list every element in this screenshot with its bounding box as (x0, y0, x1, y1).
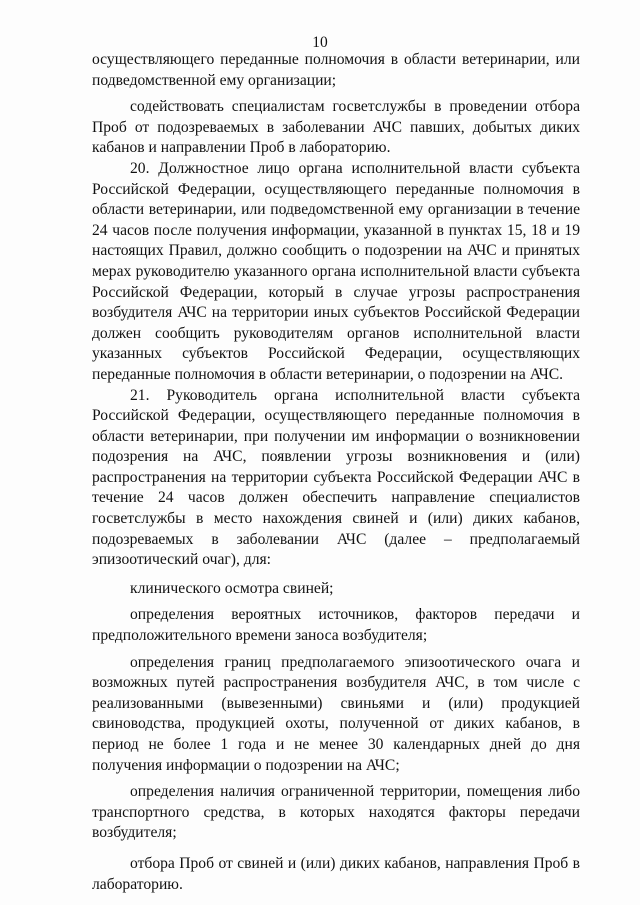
paragraph-sampling: отбора Проб от свиней и (или) диких кабанов, направления Проб в лабораторию. (92, 854, 580, 893)
paragraph-continuation: осуществляющего переданные полномочия в области ветеринарии, или подведомственной ему организации; (92, 51, 580, 89)
paragraph-item-21: 21. Руководитель органа исполнительной власти субъекта Российской Федерации, осуществляющего переданные полномочия в области ветеринарии, при получении им информации о возникновении подозрения на АЧС, появлении угрозы возникновения и (или) распространения на территории субъекта Российской Федерации АЧС в течение 24 часов должен обеспечить направление специалистов госветслужбы в место нахождения свиней и (или) диких кабанов, подозреваемых в заболевании АЧС (далее – предполагаемый эпизоотический очаг), для: (92, 386, 580, 569)
paragraph-item-20: 20. Должностное лицо органа исполнительной власти субъекта Российской Федерации, осуществляющего переданные полномочия в области ветеринарии, или подведомственной ему организации в течение 24 часов после получения информации, указанной в пунктах 15, 18 и 19 настоящих Правил, должно сообщить о подозрении на АЧС и принятых мерах руководителю указанного органа исполнительной власти субъекта Российской Федерации, который в случае угрозы распространения возбудителя АЧС на территории иных субъектов Российской Федерации должен сообщить руководителям органов исполнительной власти указанных субъектов Российской Федерации, осуществляющих переданные полномочия в области ветеринарии, о подозрении на АЧС. (92, 159, 580, 383)
paragraph-sources: определения вероятных источников, факторов передачи и предположительного времени заноса возбудителя; (92, 606, 580, 645)
page-number: 10 (312, 34, 328, 51)
paragraph-assist-specialists: содействовать специалистам госветслужбы в проведении отбора Проб от подозреваемых в заболевании АЧС павших, добытых диких кабанов и направлении Проб в лабораторию. (92, 98, 580, 157)
paragraph-clinical-exam: клинического осмотра свиней; (130, 579, 334, 597)
paragraph-restricted-territory: определения наличия ограниченной территории, помещения либо транспортного средства, в которых находятся факторы передачи возбудителя; (92, 783, 580, 842)
paragraph-boundaries: определения границ предполагаемого эпизоотического очага и возможных путей распространения возбудителя АЧС, в том числе с реализованными (вывезенными) свиньями и (или) продукцией свиноводства, продукцией охоты, полученной от диких кабанов, в период не более 1 года и не менее 30 календарных дней до дня получения информации о подозрении на АЧС; (92, 653, 580, 774)
document-body (92, 50, 580, 895)
